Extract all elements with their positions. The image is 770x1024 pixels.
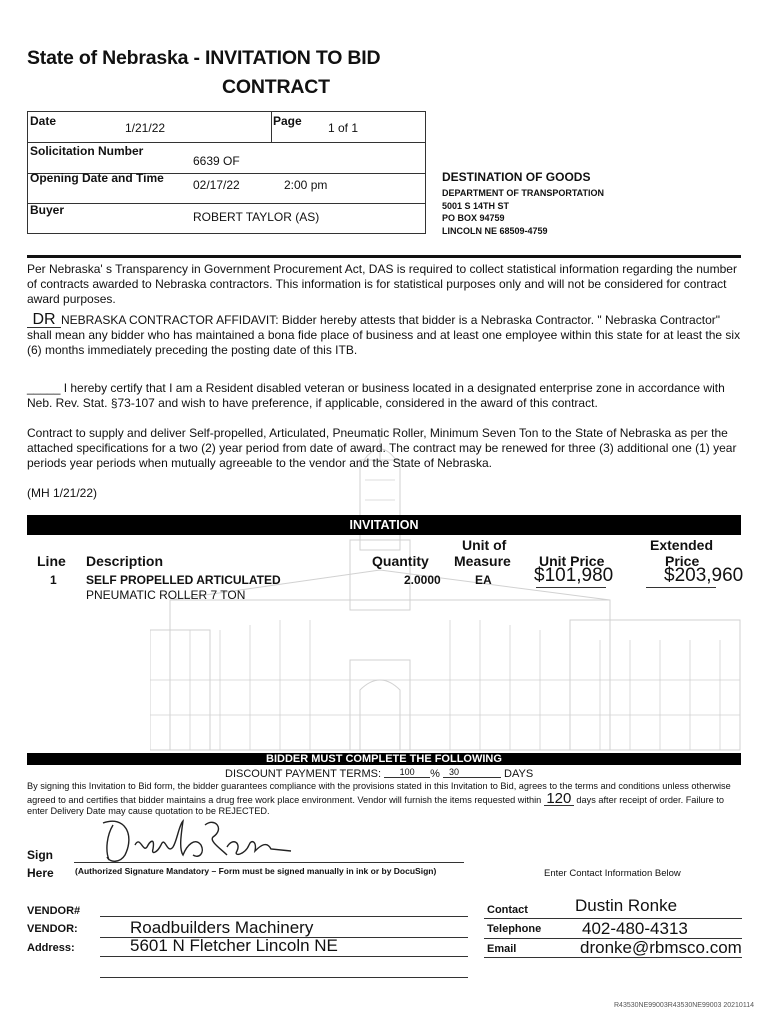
contact-info-note: Enter Contact Information Below	[544, 868, 681, 879]
signing-text-a: By signing this Invitation to Bid form, the bidder guarantees compliance with the provisions stated in this Invitation to Bid, agrees to the terms and conditions unless otherwise agreed to and certifies that bidder maintains a drug free work place environment. Vendor will furnish the items requested within	[27, 781, 731, 805]
solicitation-label: Solicitation Number	[30, 144, 144, 158]
telephone-label: Telephone	[487, 923, 542, 935]
email-value[interactable]: dronke@rbmsco.com	[580, 938, 742, 957]
here-label: Here	[27, 866, 54, 880]
email-label: Email	[487, 943, 517, 955]
page-value: 1 of 1	[328, 121, 359, 135]
destination-line-2: 5001 S 14TH ST	[442, 201, 510, 211]
bidder-bar: BIDDER MUST COMPLETE THE FOLLOWING	[27, 753, 741, 765]
item-unit: EA	[475, 573, 492, 587]
address-value[interactable]: 5601 N Fletcher Lincoln NE	[130, 936, 338, 955]
section-divider	[27, 255, 741, 258]
opening-date: 02/17/22	[193, 178, 240, 192]
vendor-name[interactable]: Roadbuilders Machinery	[130, 918, 314, 937]
destination-title: DESTINATION OF GOODS	[442, 170, 591, 184]
veteran-text: I hereby certify that I am a Resident disabled veteran or business located in a designated enterprise zone in accordance with Neb. Rev. Stat. §73-107 and wish to have preference, if applicable, considered in the award of this contract.	[27, 381, 725, 411]
date-label: Date	[30, 114, 57, 128]
buyer-label: Buyer	[30, 203, 65, 217]
invitation-bar: INVITATION	[27, 515, 741, 535]
col-extended-line1: Extended	[650, 537, 714, 553]
discount-percent[interactable]: 100	[384, 767, 430, 778]
destination-line-3: PO BOX 94759	[442, 213, 505, 223]
col-unit-line2: Measure	[454, 553, 511, 569]
destination-line-1: DEPARTMENT OF TRANSPORTATION	[442, 188, 604, 198]
affidavit-text: NEBRASKA CONTRACTOR AFFIDAVIT: Bidder hereby attests that bidder is a Nebraska Contractor. " Nebraska Contractor" shall mean any bidder who has maintained a bona fide place of business and at least one employee within this state for at least the six (6) months immediately preceding the posting date of this ITB.	[27, 313, 741, 358]
delivery-days[interactable]: 120	[544, 793, 574, 806]
item-quantity: 2.0000	[404, 573, 441, 587]
contact-value[interactable]: Dustin Ronke	[575, 896, 678, 915]
item-description-1: SELF PROPELLED ARTICULATED	[86, 573, 281, 587]
date-row	[28, 112, 425, 143]
col-unit-line1: Unit of	[462, 537, 507, 553]
discount-terms	[225, 767, 533, 780]
document-title: State of Nebraska - INVITATION TO BID	[27, 47, 381, 69]
days-label: DAYS	[504, 768, 534, 780]
col-unit-price: Unit Price	[539, 553, 605, 569]
address-label: Address:	[27, 942, 75, 954]
signing-text-b: days after receipt of order. Failure to enter Delivery Date may cause quotation to be REJECTED.	[27, 794, 724, 816]
solicitation-row	[28, 143, 425, 174]
signature-line[interactable]	[74, 862, 464, 863]
vendor-number-field[interactable]	[100, 916, 468, 917]
contract-paragraph: Contract to supply and deliver Self-propelled, Articulated, Pneumatic Roller, Minimum Seven Ton to the State of Nebraska as per the attached specifications for a two (2) year period from date of award. The contract may be renewed for three (3) additional one (1) year periods year periods when mutually agreeable to the vendor and the State of Nebraska.	[27, 426, 737, 471]
date-value: 1/21/22	[125, 121, 166, 135]
contact-label: Contact	[487, 904, 528, 916]
signing-statement	[27, 781, 741, 818]
vendor-number-label: VENDOR#	[27, 905, 81, 917]
col-line: Line	[37, 553, 66, 569]
col-quantity: Quantity	[372, 553, 429, 569]
affidavit-initials: DR	[27, 313, 61, 328]
item-unit-price[interactable]: $101,980	[534, 565, 614, 586]
item-line-number: 1	[50, 573, 57, 587]
affidavit-paragraph	[27, 313, 741, 359]
item-extended-price[interactable]: $203,960	[664, 565, 744, 586]
col-description: Description	[86, 553, 164, 569]
telephone-value[interactable]: 402-480-4313	[582, 919, 688, 938]
buyer-row	[28, 204, 425, 235]
sign-label: Sign	[27, 848, 53, 862]
mh-note: (MH 1/21/22)	[27, 486, 98, 500]
transparency-paragraph: Per Nebraska' s Transparency in Government Procurement Act, DAS is required to collect statistical information regarding the number of contracts awarded to Nebraska contractors. This information is for statistical purposes only and will not be considered for contract award purposes.	[27, 262, 737, 307]
opening-time: 2:00 pm	[284, 178, 328, 192]
opening-row	[28, 171, 425, 204]
col-extended-line2: Price	[665, 553, 700, 569]
vendor-label: VENDOR:	[27, 923, 78, 935]
document-subtitle: CONTRACT	[222, 76, 330, 98]
page-label: Page	[273, 114, 302, 128]
header-info-box	[27, 111, 426, 234]
veteran-blank: _____	[27, 381, 61, 395]
veteran-paragraph	[27, 381, 741, 411]
buyer-value: ROBERT TAYLOR (AS)	[193, 210, 320, 224]
discount-label: DISCOUNT PAYMENT TERMS:	[225, 768, 382, 780]
percent-sign: %	[430, 768, 440, 780]
destination-line-4: LINCOLN NE 68509-4759	[442, 226, 548, 236]
opening-label: Opening Date and Time	[30, 171, 164, 185]
signature-note: (Authorized Signature Mandatory – Form must be signed manually in ink or by DocuSign)	[75, 866, 437, 876]
footer-code: R43530NE99003R43530NE99003 20210114	[614, 1002, 754, 1009]
discount-days[interactable]: 30	[443, 767, 501, 778]
solicitation-value: 6639 OF	[193, 154, 240, 168]
handwritten-signature	[95, 815, 295, 865]
item-description-2: PNEUMATIC ROLLER 7 TON	[86, 588, 246, 602]
